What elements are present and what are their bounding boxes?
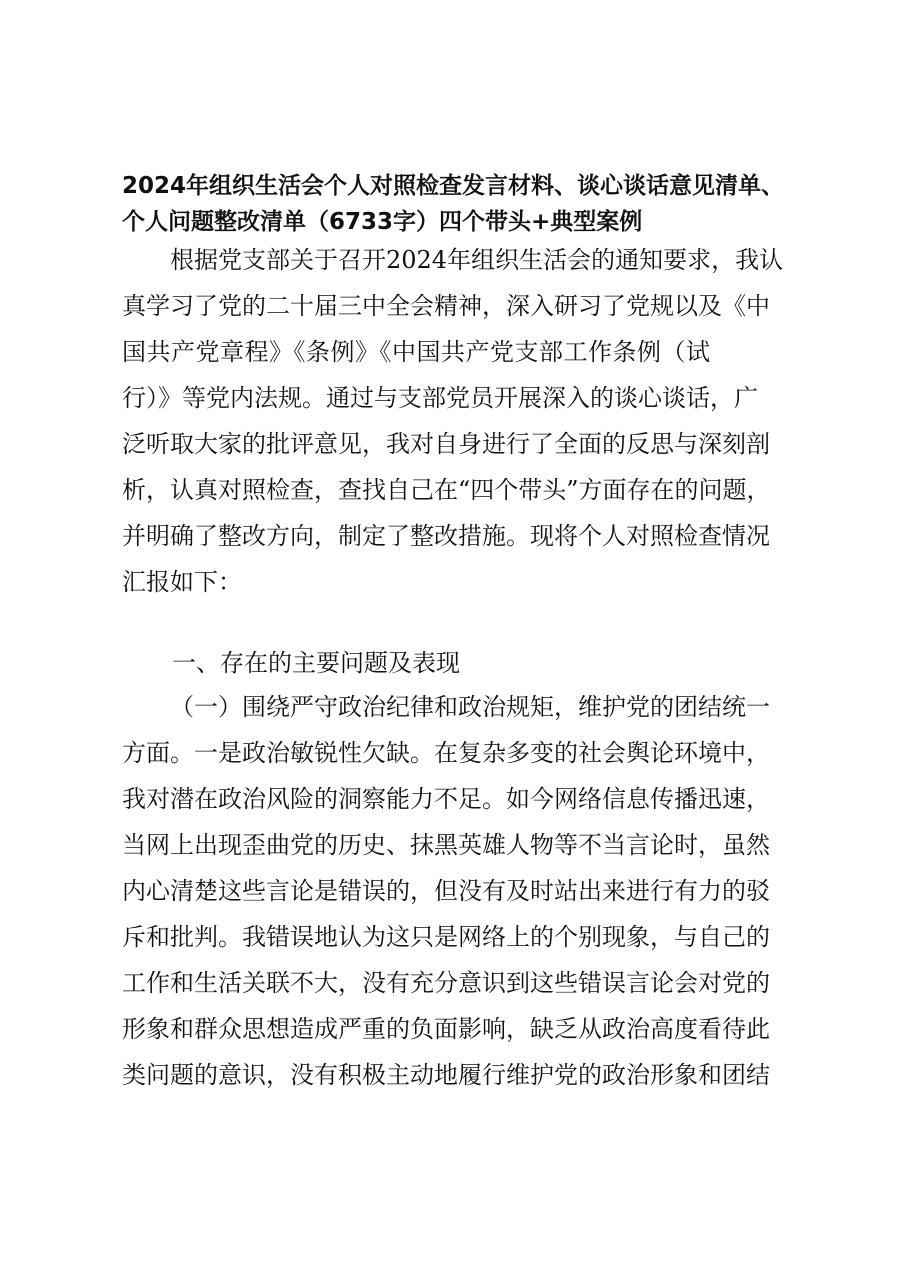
section-heading: 一、存在的主要问题及表现: [172, 649, 460, 677]
intro-paragraph: [122, 237, 802, 605]
document-title: [122, 168, 802, 240]
section1-line-6: 斥和批判。我错误地认为这只是网络上的个别现象，与自己的: [122, 923, 770, 951]
title-line-1: 2024年组织生活会个人对照检查发言材料、谈心谈话意见清单、: [122, 173, 785, 199]
intro-line-1: 根据党支部关于召开2024年组织生活会的通知要求，我认: [170, 246, 784, 274]
title-line-2: 个人问题整改清单（6733字）四个带头+典型案例: [122, 209, 643, 235]
intro-line-8: 汇报如下：: [122, 568, 242, 596]
section1-line-2: 方面。一是政治敏锐性欠缺。在复杂多变的社会舆论环境中，: [122, 739, 770, 767]
intro-line-2: 真学习了党的二十届三中全会精神，深入研习了党规以及《中: [122, 292, 770, 320]
section1-line-1: （一）围绕严守政治纪律和政治规矩，维护党的团结统一: [170, 693, 770, 721]
section1-line-7: 工作和生活关联不大，没有充分意识到这些错误言论会对党的: [122, 969, 770, 997]
section1-paragraph: [122, 684, 802, 1098]
section1-line-8: 形象和群众思想造成严重的负面影响，缺乏从政治高度看待此: [122, 1015, 770, 1043]
section1-line-9: 类问题的意识，没有积极主动地履行维护党的政治形象和团结: [122, 1061, 770, 1089]
section1-line-4: 当网上出现歪曲党的历史、抹黑英雄人物等不当言论时，虽然: [122, 831, 770, 859]
section1-line-5: 内心清楚这些言论是错误的，但没有及时站出来进行有力的驳: [122, 877, 770, 905]
intro-line-5: 泛听取大家的批评意见，我对自身进行了全面的反思与深刻剖: [122, 430, 770, 458]
intro-line-4: 行）》等党内法规。通过与支部党员开展深入的谈心谈话，广: [122, 384, 758, 412]
intro-line-3: 国共产党章程》《条例》《中国共产党支部工作条例（试: [122, 338, 711, 366]
intro-line-7: 并明确了整改方向，制定了整改措施。现将个人对照检查情况: [122, 522, 770, 550]
section1-line-3: 我对潜在政治风险的洞察能力不足。如今网络信息传播迅速，: [122, 785, 770, 813]
intro-line-6: 析，认真对照检查，查找自己在“四个带头”方面存在的问题，: [122, 476, 771, 504]
